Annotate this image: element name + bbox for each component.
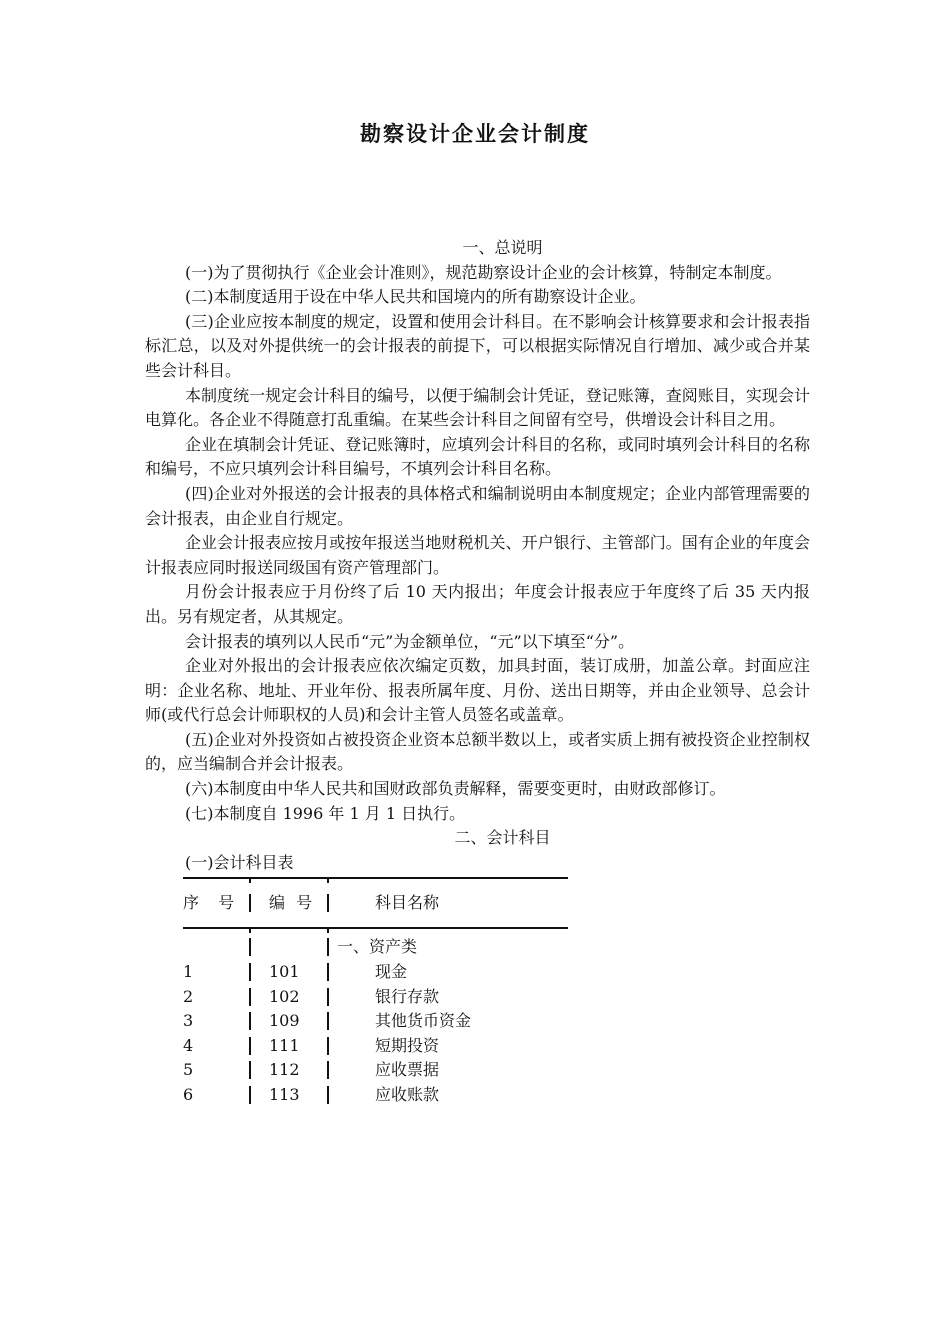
header-seq: 序 号 — [183, 893, 235, 913]
table-row — [183, 960, 568, 985]
paragraph: (七)本制度自 1996 年 1 月 1 日执行。 — [185, 803, 466, 823]
column-divider — [249, 894, 251, 912]
account-name: 其他货币资金 — [375, 1011, 472, 1031]
seq-cell: 4 — [183, 1035, 194, 1055]
code-value: 102 — [269, 986, 300, 1006]
header-name-cell — [327, 879, 567, 927]
column-divider — [249, 1037, 251, 1055]
paragraph: 会计报表的填列以人民币“元”为金额单位，“元”以下填至“分”。 — [185, 631, 635, 651]
column-divider — [249, 938, 251, 956]
code-value: 101 — [269, 962, 300, 982]
header-name: 科目名称 — [375, 893, 440, 913]
name-cell — [327, 935, 567, 960]
subsection-heading: (一)会计科目表 — [185, 852, 294, 872]
name-cell — [327, 1009, 567, 1034]
column-divider — [327, 938, 329, 956]
code-cell — [249, 1034, 327, 1059]
table-row — [183, 1058, 568, 1083]
code-cell — [249, 960, 327, 985]
code-value: 109 — [269, 1011, 300, 1031]
name-cell — [327, 1083, 567, 1108]
code-value: 112 — [269, 1060, 300, 1080]
section-heading-accounts: 二、会计科目 — [454, 828, 551, 848]
paragraph: (六)本制度由中华人民共和国财政部负责解释，需要变更时，由财政部修订。 — [185, 779, 726, 799]
column-divider — [327, 988, 329, 1006]
paragraph: 企业在填制会计凭证、登记账簿时，应填列会计科目的名称，或同时填列会计科目的名称和编号，不应只填列会计科目编号，不填列会计科目名称。 — [145, 434, 810, 479]
column-divider — [249, 963, 251, 981]
seq-cell: 5 — [183, 1060, 194, 1080]
column-divider — [327, 963, 329, 981]
paragraph: 企业会计报表应按月或按年报送当地财税机关、开户银行、主管部门。国有企业的年度会计报表应同时报送同级国有资产管理部门。 — [145, 533, 810, 577]
account-name: 现金 — [375, 962, 408, 982]
section-heading-general: 一、总说明 — [462, 238, 543, 257]
name-cell — [327, 1034, 567, 1059]
seq-cell — [183, 935, 249, 960]
paragraph: (二)本制度适用于设在中华人民共和国境内的所有勘察设计企业。 — [185, 287, 646, 307]
name-cell — [327, 960, 567, 985]
column-divider — [327, 1061, 329, 1079]
code-cell — [249, 935, 327, 960]
code-cell — [249, 1009, 327, 1034]
table-header-row — [183, 879, 568, 927]
code-value: 111 — [269, 1035, 300, 1055]
rule-tick — [327, 927, 329, 933]
rule-tick — [249, 927, 251, 933]
name-cell — [327, 985, 567, 1010]
code-value: 113 — [269, 1085, 300, 1104]
table-header-rule — [183, 927, 568, 929]
code-cell — [249, 985, 327, 1010]
column-divider — [249, 988, 251, 1006]
header-code-cell — [249, 879, 327, 927]
table-row — [183, 935, 568, 960]
seq-cell: 3 — [183, 1011, 194, 1031]
paragraph: (四)企业对外报送的会计报表的具体格式和编制说明由本制度规定；企业内部管理需要的会计报表，由企业自行规定。 — [145, 483, 810, 528]
document-body — [145, 236, 810, 1108]
table-row — [183, 1009, 568, 1034]
seq-cell: 2 — [183, 986, 194, 1006]
paragraph: (五)企业对外投资如占被投资企业资本总额半数以上，或者实质上拥有被投资企业控制权的，应当编制合并会计报表。 — [145, 729, 810, 774]
paragraph: (三)企业应按本制度的规定，设置和使用会计科目。在不影响会计核算要求和会计报表指标汇总，以及对外提供统一的会计报表的前提下，可以根据实际情况自行增加、减少或合并某些会计科目。 — [145, 311, 810, 380]
seq-cell: 1 — [183, 962, 194, 982]
document-title: 勘察设计企业会计制度 — [360, 121, 590, 146]
table-row — [183, 1034, 568, 1059]
account-name: 短期投资 — [375, 1035, 440, 1055]
paragraph: 月份会计报表应于月份终了后 10 天内报出；年度会计报表应于年度终了后 35 天内报出。另有规定者，从其规定。 — [145, 582, 810, 626]
column-divider — [327, 1086, 329, 1104]
table-row — [183, 1083, 568, 1108]
column-divider — [249, 1061, 251, 1079]
header-code: 编 号 — [269, 893, 313, 913]
paragraph: (一)为了贯彻执行《企业会计准则》，规范勘察设计企业的会计核算，特制定本制度。 — [185, 262, 782, 282]
column-divider — [249, 1086, 251, 1104]
paragraph: 企业对外报出的会计报表应依次编定页数，加具封面，装订成册，加盖公章。封面应注明：企业名称、地址、开业年份、报表所属年度、月份、送出日期等，并由企业领导、总会计师(或代行总会计师职权的人员)和会计主管人员签名或盖章。 — [145, 656, 810, 725]
account-name: 应收票据 — [375, 1060, 440, 1080]
column-divider — [249, 1012, 251, 1030]
table-row — [183, 985, 568, 1010]
account-name: 应收账款 — [375, 1085, 440, 1104]
account-name: 银行存款 — [375, 986, 440, 1006]
column-divider — [327, 1012, 329, 1030]
category-label: 一、资产类 — [337, 937, 418, 957]
seq-cell: 6 — [183, 1085, 194, 1104]
paragraph: 本制度统一规定会计科目的编号，以便于编制会计凭证，登记账簿，查阅账目，实现会计电算化。各企业不得随意打乱重编。在某些会计科目之间留有空号，供增设会计科目之用。 — [145, 385, 810, 430]
code-cell — [249, 1058, 327, 1083]
column-divider — [327, 894, 329, 912]
column-divider — [327, 1037, 329, 1055]
name-cell — [327, 1058, 567, 1083]
accounts-table — [183, 877, 568, 1107]
code-cell — [249, 1083, 327, 1108]
